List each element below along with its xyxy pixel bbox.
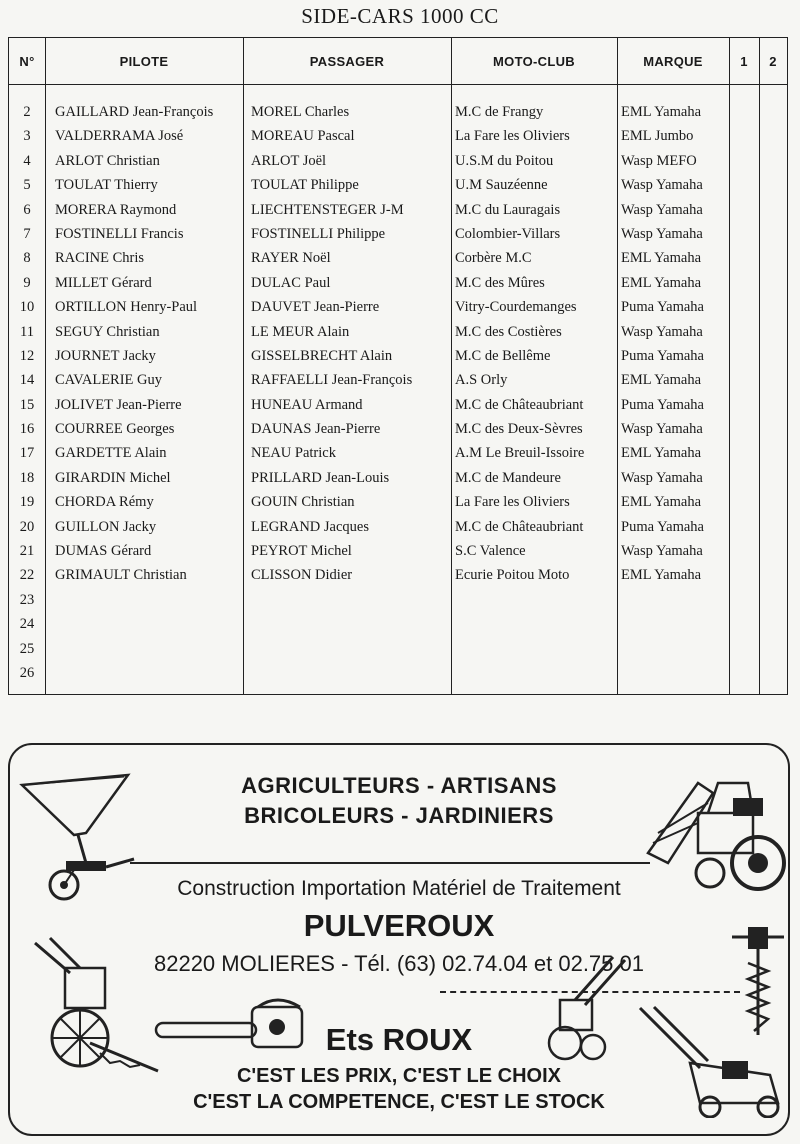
marque — [621, 588, 725, 612]
pilote-name: SEGUY Christian — [55, 323, 160, 340]
passager-name: DAUNAS Jean-Pierre — [251, 421, 381, 438]
passager-name — [251, 661, 443, 685]
marque — [621, 637, 725, 661]
table-row — [9, 563, 787, 587]
pilote-name: CAVALERIE Guy — [55, 372, 163, 389]
table-row — [9, 246, 787, 270]
marque: EML Jumbo — [621, 128, 694, 145]
passager-name — [251, 612, 443, 636]
ad-slogan-1: C'EST LES PRIX, C'EST LE CHOIX — [236, 1065, 561, 1087]
table-row — [9, 661, 787, 685]
pilote-name: RACINE Chris — [55, 250, 145, 267]
row-number: 20 — [19, 518, 35, 535]
marque: Wasp Yamaha — [621, 543, 703, 560]
moto-club: M.C de Frangy — [455, 104, 544, 120]
advertisement — [8, 743, 790, 1136]
marque: Puma Yamaha — [621, 518, 704, 535]
header-marque: MARQUE — [643, 53, 703, 69]
passager-name: DAUVET Jean-Pierre — [251, 299, 380, 316]
passager-name: PRILLARD Jean-Louis — [251, 469, 390, 486]
moto-club — [455, 661, 613, 685]
entry-table — [8, 37, 788, 695]
table-row — [9, 612, 787, 636]
pilote-name: GAILLARD Jean-François — [55, 104, 214, 120]
moto-club — [455, 588, 613, 612]
passager-name: LIECHTENSTEGER J-M — [251, 201, 404, 218]
pilote-name — [55, 588, 239, 612]
pilote-name: TOULAT Thierry — [55, 177, 158, 194]
passager-name: GOUIN Christian — [251, 494, 355, 511]
marque: EML Yamaha — [621, 494, 702, 511]
moto-club: M.C des Mûres — [455, 274, 545, 291]
marque: Wasp Yamaha — [621, 225, 703, 242]
table-row — [9, 295, 787, 319]
passager-name: TOULAT Philippe — [251, 177, 359, 194]
header-moto-club: MOTO-CLUB — [493, 53, 575, 69]
ad-construction-line: Construction Importation Matériel de Traitement — [177, 877, 621, 900]
pilote-name — [55, 637, 239, 661]
pilote-name: DUMAS Gérard — [55, 543, 152, 560]
marque: Puma Yamaha — [621, 347, 704, 364]
table-row — [9, 637, 787, 661]
table-row — [9, 100, 787, 124]
row-number: 5 — [23, 177, 31, 194]
moto-club: M.C des Deux-Sèvres — [455, 421, 583, 438]
moto-club: Corbère M.C — [455, 250, 532, 267]
moto-club — [455, 637, 613, 661]
moto-club: M.C de Châteaubriant — [455, 518, 584, 535]
table-row — [9, 417, 787, 441]
table-row — [9, 441, 787, 465]
row-number: 17 — [19, 445, 35, 462]
moto-club: M.C du Lauragais — [455, 201, 561, 218]
ad-company-pulveroux: PULVEROUX — [303, 908, 495, 943]
pilote-name — [55, 661, 239, 685]
moto-club: S.C Valence — [455, 543, 526, 560]
row-number: 8 — [23, 250, 31, 267]
marque: Wasp Yamaha — [621, 469, 703, 486]
header-passager: PASSAGER — [309, 53, 385, 69]
table-row — [9, 320, 787, 344]
row-number: 18 — [19, 469, 35, 486]
moto-club: M.C de Bellême — [455, 347, 551, 364]
marque: EML Yamaha — [621, 372, 702, 389]
pilote-name — [55, 612, 239, 636]
ad-headline-2: BRICOLEURS - JARDINIERS — [244, 803, 554, 828]
marque: EML Yamaha — [621, 104, 702, 120]
pilote-name: GARDETTE Alain — [55, 445, 167, 462]
pilote-name: VALDERRAMA José — [55, 128, 184, 145]
passager-name: MOREAU Pascal — [251, 128, 355, 145]
marque: EML Yamaha — [621, 274, 702, 291]
passager-name: RAYER Noël — [251, 250, 331, 267]
passager-name: FOSTINELLI Philippe — [251, 225, 386, 242]
passager-name: GISSELBRECHT Alain — [251, 347, 393, 364]
pilote-name: JOLIVET Jean-Pierre — [55, 396, 182, 413]
passager-name: DULAC Paul — [251, 274, 331, 291]
pilote-name: ORTILLON Henry-Paul — [55, 299, 198, 316]
moto-club: A.M Le Breuil-Issoire — [455, 445, 585, 462]
table-row — [9, 149, 787, 173]
marque: Wasp Yamaha — [621, 201, 703, 218]
marque: EML Yamaha — [621, 445, 702, 462]
moto-club: M.C de Châteaubriant — [455, 396, 584, 413]
pilote-name: ARLOT Christian — [55, 152, 160, 169]
header-pilote: PILOTE — [119, 53, 169, 69]
row-number: 21 — [19, 543, 35, 560]
row-number: 14 — [19, 372, 35, 389]
row-number: 4 — [23, 152, 31, 169]
marque: EML Yamaha — [621, 567, 702, 584]
row-number: 6 — [23, 201, 31, 218]
row-number: 24 — [19, 616, 35, 633]
marque: Wasp MEFO — [621, 152, 697, 169]
pilote-name: CHORDA Rémy — [55, 494, 154, 511]
tiller-icon — [30, 933, 160, 1083]
table-row — [9, 466, 787, 490]
row-number: 3 — [23, 128, 31, 145]
row-number: 10 — [19, 299, 35, 316]
moto-club: La Fare les Oliviers — [455, 494, 570, 511]
passager-name: NEAU Patrick — [251, 445, 336, 462]
row-number: 26 — [19, 664, 35, 681]
moto-club: La Fare les Oliviers — [455, 128, 570, 145]
table-row — [9, 539, 787, 563]
moto-club: Ecurie Poitou Moto — [455, 567, 570, 584]
marque: EML Yamaha — [621, 250, 702, 267]
marque: Puma Yamaha — [621, 396, 704, 413]
header-number: N° — [19, 53, 35, 69]
table-row — [9, 271, 787, 295]
header-round-2: 2 — [769, 53, 777, 69]
ad-slogan-2: C'EST LA COMPETENCE, C'EST LE STOCK — [193, 1091, 605, 1113]
table-body — [9, 100, 787, 685]
marque: Wasp Yamaha — [621, 177, 703, 194]
passager-name: HUNEAU Armand — [251, 396, 363, 413]
ad-divider — [130, 862, 650, 864]
row-number: 11 — [20, 323, 34, 340]
pilote-name: MILLET Gérard — [55, 274, 152, 291]
table-row — [9, 344, 787, 368]
row-number: 25 — [19, 640, 35, 657]
row-number: 12 — [19, 347, 35, 364]
moto-club — [455, 612, 613, 636]
passager-name: ARLOT Joël — [251, 152, 327, 169]
passager-name: LE MEUR Alain — [251, 323, 350, 340]
passager-name: PEYROT Michel — [251, 543, 352, 560]
row-number: 22 — [19, 567, 35, 584]
marque — [621, 612, 725, 636]
table-row — [9, 393, 787, 417]
table-row — [9, 124, 787, 148]
table-row — [9, 222, 787, 246]
row-number: 16 — [19, 421, 35, 438]
passager-name: RAFFAELLI Jean-François — [251, 372, 413, 389]
row-number: 9 — [23, 274, 31, 291]
ad-address: 82220 MOLIERES - Tél. (63) 02.74.04 et 02.75.01 — [153, 951, 644, 976]
marque: Wasp Yamaha — [621, 421, 703, 438]
ad-company-roux: Ets ROUX — [325, 1022, 473, 1057]
pilote-name: COURREE Georges — [55, 421, 175, 438]
table-row — [9, 173, 787, 197]
header-round-1: 1 — [740, 53, 748, 69]
pilote-name: GRIMAULT Christian — [55, 567, 187, 584]
moto-club: M.C des Costières — [455, 323, 562, 340]
table-row — [9, 588, 787, 612]
row-number: 2 — [23, 104, 31, 120]
moto-club: Vitry-Courdemanges — [455, 299, 577, 316]
moto-club: Colombier-Villars — [455, 225, 561, 242]
table-row — [9, 198, 787, 222]
ad-headline-1: AGRICULTEURS - ARTISANS — [241, 773, 557, 798]
passager-name — [251, 588, 443, 612]
pilote-name: GUILLON Jacky — [55, 518, 157, 535]
passager-name: LEGRAND Jacques — [251, 518, 369, 535]
moto-club: M.C de Mandeure — [455, 469, 561, 486]
moto-club: A.S Orly — [455, 372, 508, 389]
pilote-name: MORERA Raymond — [55, 201, 177, 218]
pilote-name: FOSTINELLI Francis — [55, 225, 184, 242]
table-row — [9, 490, 787, 514]
pilote-name: GIRARDIN Michel — [55, 469, 171, 486]
marque: Wasp Yamaha — [621, 323, 703, 340]
marque: Puma Yamaha — [621, 299, 704, 316]
moto-club: U.S.M du Poitou — [455, 152, 554, 169]
table-row — [9, 368, 787, 392]
moto-club: U.M Sauzéenne — [455, 177, 548, 194]
passager-name — [251, 637, 443, 661]
row-number: 23 — [19, 591, 35, 608]
pilote-name: JOURNET Jacky — [55, 347, 156, 364]
passager-name: MOREL Charles — [251, 104, 350, 120]
table-row — [9, 515, 787, 539]
row-number: 7 — [23, 225, 31, 242]
row-number: 19 — [19, 494, 35, 511]
header-divider — [9, 84, 787, 85]
marque — [621, 661, 725, 685]
passager-name: CLISSON Didier — [251, 567, 353, 584]
page-title: SIDE-CARS 1000 CC — [301, 4, 499, 28]
row-number: 15 — [19, 396, 35, 413]
